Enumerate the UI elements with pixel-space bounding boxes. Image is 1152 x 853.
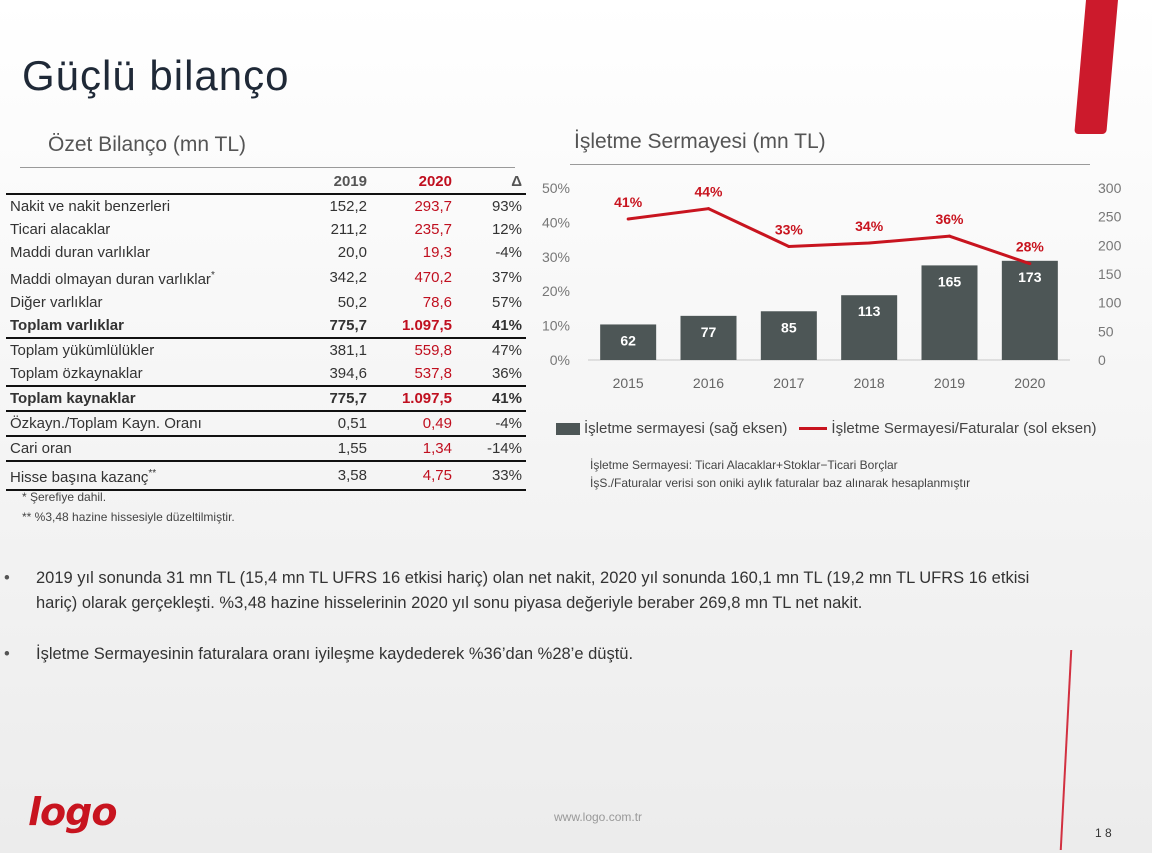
cell-2019-text: 0,51 xyxy=(337,415,367,432)
balance-header-row xyxy=(6,170,526,194)
row-label-text: Maddi olmayan duran varlıklar xyxy=(10,271,211,288)
right-tick-label: 300 xyxy=(1098,180,1122,196)
table-row xyxy=(6,338,526,362)
table-row xyxy=(6,291,526,314)
footnote-marker: * xyxy=(210,270,215,281)
cell-2019-text: 1,55 xyxy=(337,440,367,457)
cell-2019 xyxy=(286,338,371,362)
table-row xyxy=(6,461,526,490)
category-label: 2016 xyxy=(692,375,725,391)
cell-delta xyxy=(456,362,526,386)
cell-delta xyxy=(456,218,526,241)
row-label xyxy=(6,338,286,362)
cell-2019-text: 381,1 xyxy=(329,342,367,359)
line-point xyxy=(707,207,710,210)
cell-delta xyxy=(456,264,526,291)
cell-delta xyxy=(456,411,526,436)
cell-2019-text: 50,2 xyxy=(337,294,367,311)
line-point xyxy=(627,217,630,220)
cell-2019-text: 342,2 xyxy=(329,269,367,286)
header-label xyxy=(6,170,286,194)
right-tick-label: 250 xyxy=(1098,208,1122,225)
bullet-item xyxy=(0,642,1070,667)
left-tick-label: 30% xyxy=(541,248,570,265)
chart-legend xyxy=(556,420,1097,437)
bar-value-label: 85 xyxy=(781,319,797,336)
table-row xyxy=(6,362,526,386)
cell-2020 xyxy=(371,314,456,338)
cell-delta-text: -4% xyxy=(495,244,522,261)
balance-note-2: ** %3,48 hazine hissesiyle düzeltilmiştir. xyxy=(22,510,235,524)
table-row xyxy=(6,436,526,461)
cell-2020-text: 537,8 xyxy=(414,365,452,382)
right-tick-label: 0 xyxy=(1098,352,1106,368)
page-title: Güçlü bilanço xyxy=(22,52,290,99)
cell-delta-text: 93% xyxy=(491,198,522,215)
row-label xyxy=(6,411,286,436)
row-label xyxy=(6,362,286,386)
cell-2019 xyxy=(286,194,371,218)
cell-2019-text: 3,58 xyxy=(337,467,367,484)
bar-value-label: 62 xyxy=(620,332,636,349)
cell-2020-text: 4,75 xyxy=(422,467,452,484)
line-value-label: 33% xyxy=(774,221,803,238)
row-label xyxy=(6,218,286,241)
row-label-text: Toplam kaynaklar xyxy=(10,390,136,407)
cell-2020-text: 1.097,5 xyxy=(401,317,452,334)
line-point xyxy=(787,245,790,248)
ratio-line xyxy=(628,209,1030,264)
row-label xyxy=(6,291,286,314)
cell-2019 xyxy=(286,291,371,314)
legend-line-swatch xyxy=(799,427,827,430)
cell-2020 xyxy=(371,436,456,461)
chart-heading-rule xyxy=(570,164,1090,165)
left-tick-label: 40% xyxy=(541,214,570,231)
cell-delta xyxy=(456,194,526,218)
bullet-list xyxy=(0,566,1070,693)
bullet-dot: • xyxy=(4,569,10,587)
row-label-text: Hisse başına kazanç xyxy=(10,469,149,486)
category-label: 2017 xyxy=(773,375,805,391)
cell-delta-text: -14% xyxy=(486,440,522,457)
row-label-text: Diğer varlıklar xyxy=(10,294,103,311)
cell-delta-text: 37% xyxy=(491,269,522,286)
row-label-text: Cari oran xyxy=(10,440,72,457)
table-row xyxy=(6,194,526,218)
row-label xyxy=(6,314,286,338)
bullet-dot: • xyxy=(4,645,10,663)
right-tick-label: 100 xyxy=(1098,294,1122,311)
cell-delta xyxy=(456,461,526,490)
row-label xyxy=(6,461,286,490)
cell-2020 xyxy=(371,291,456,314)
line-point xyxy=(868,242,871,245)
cell-2020-text: 293,7 xyxy=(414,198,452,215)
cell-2019 xyxy=(286,218,371,241)
category-label: 2020 xyxy=(1014,375,1046,391)
cell-delta xyxy=(456,338,526,362)
bar-value-label: 113 xyxy=(857,303,881,320)
page-number: 1 8 xyxy=(1095,826,1112,840)
footer-url: www.logo.com.tr xyxy=(554,810,643,824)
header-2020: 2020 xyxy=(371,170,456,194)
legend-bar-label: İşletme sermayesi (sağ eksen) xyxy=(584,420,788,437)
table-row xyxy=(6,218,526,241)
left-tick-label: 20% xyxy=(541,283,570,300)
category-label: 2015 xyxy=(612,375,644,391)
bar-value-label: 77 xyxy=(700,323,717,340)
left-tick-label: 10% xyxy=(541,317,570,334)
cell-2020-text: 470,2 xyxy=(414,269,452,286)
table-row xyxy=(6,241,526,264)
cell-2019-text: 20,0 xyxy=(337,244,367,261)
footnote-marker: ** xyxy=(148,468,157,479)
bullet-text: 2019 yıl sonunda 31 mn TL (15,4 mn TL UFRS 16 etkisi hariç) olan net nakit, 2020 yıl sonunda 160,1 mn TL (19,2 mn TL UFRS 16 etkisi hariç) olarak gerçekleşti. %3,48 hazine hisselerinin 2020 yıl sonu piyasa değeriyle beraber 269,8 mn TL net nakit. xyxy=(36,569,1030,612)
cell-2019 xyxy=(286,314,371,338)
row-label-text: Maddi duran varlıklar xyxy=(10,244,151,261)
cell-2019 xyxy=(286,241,371,264)
chart-heading: İşletme Sermayesi (mn TL) xyxy=(574,130,826,153)
cell-delta xyxy=(456,241,526,264)
cell-2020-text: 78,6 xyxy=(422,294,452,311)
cell-delta xyxy=(456,291,526,314)
header-delta: Δ xyxy=(456,170,526,194)
bullet-text: İşletme Sermayesinin faturalara oranı iyileşme kaydederek %36’dan %28’e düştü. xyxy=(36,645,634,663)
cell-delta xyxy=(456,314,526,338)
cell-2020-text: 19,3 xyxy=(422,244,452,261)
line-point xyxy=(948,235,951,238)
line-value-label: 28% xyxy=(1015,238,1044,255)
cell-2020 xyxy=(371,241,456,264)
legend-line-label: İşletme Sermayesi/Faturalar (sol eksen) xyxy=(831,420,1097,437)
cell-2019 xyxy=(286,461,371,490)
row-label xyxy=(6,241,286,264)
cell-2020-text: 1,34 xyxy=(422,440,452,457)
right-tick-label: 150 xyxy=(1098,266,1122,282)
row-label xyxy=(6,386,286,411)
row-label-text: Toplam yükümlülükler xyxy=(10,342,155,359)
left-tick-label: 50% xyxy=(541,180,570,196)
cell-delta xyxy=(456,386,526,411)
balance-heading-rule xyxy=(20,167,515,168)
row-label xyxy=(6,194,286,218)
cell-2019-text: 394,6 xyxy=(329,365,367,382)
cell-2020-text: 1.097,5 xyxy=(401,390,452,407)
bullet-item xyxy=(0,566,1070,616)
cell-2019-text: 775,7 xyxy=(329,390,367,407)
cell-2020-text: 559,8 xyxy=(414,342,452,359)
balance-table xyxy=(6,170,526,491)
logo: logo xyxy=(28,790,117,834)
category-label: 2019 xyxy=(933,375,966,391)
cell-delta-text: 47% xyxy=(491,342,522,359)
row-label xyxy=(6,436,286,461)
cell-delta xyxy=(456,436,526,461)
balance-heading: Özet Bilanço (mn TL) xyxy=(48,133,247,156)
cell-delta-text: 57% xyxy=(491,294,522,311)
line-point xyxy=(1028,262,1031,265)
working-capital-chart xyxy=(530,175,1130,405)
right-tick-label: 50 xyxy=(1098,323,1114,340)
cell-delta-text: -4% xyxy=(495,415,522,432)
line-value-label: 36% xyxy=(935,211,964,228)
row-label-text: Ticari alacaklar xyxy=(10,221,111,238)
cell-2020 xyxy=(371,194,456,218)
cell-2020 xyxy=(371,218,456,241)
row-label xyxy=(6,264,286,291)
cell-2020 xyxy=(371,264,456,291)
cell-delta-text: 36% xyxy=(491,365,522,382)
row-label-text: Nakit ve nakit benzerleri xyxy=(10,198,171,215)
right-tick-label: 200 xyxy=(1098,237,1122,254)
table-row xyxy=(6,386,526,411)
row-label-text: Toplam varlıklar xyxy=(10,317,124,334)
cell-2020 xyxy=(371,362,456,386)
cell-2019 xyxy=(286,436,371,461)
cell-2019-text: 152,2 xyxy=(329,198,367,215)
line-value-label: 41% xyxy=(614,193,643,210)
left-tick-label: 0% xyxy=(549,352,570,368)
cell-2020 xyxy=(371,461,456,490)
cell-delta-text: 41% xyxy=(491,390,522,407)
chart-note-1: İşletme Sermayesi: Ticari Alacaklar+Stoklar−Ticari Borçlar xyxy=(590,458,898,472)
cell-2019 xyxy=(286,362,371,386)
cell-2020 xyxy=(371,386,456,411)
table-row xyxy=(6,411,526,436)
table-row xyxy=(6,264,526,291)
cell-2019 xyxy=(286,386,371,411)
bar-value-label: 173 xyxy=(1018,268,1042,285)
cell-2020-text: 0,49 xyxy=(422,415,452,432)
bar-value-label: 165 xyxy=(937,273,962,290)
balance-note-1: * Şerefiye dahil. xyxy=(22,490,107,504)
cell-delta-text: 33% xyxy=(491,467,522,484)
cell-2020 xyxy=(371,411,456,436)
cell-delta-text: 41% xyxy=(491,317,522,334)
line-value-label: 34% xyxy=(855,218,884,235)
cell-2019-text: 775,7 xyxy=(329,317,367,334)
legend-bar-swatch xyxy=(556,423,580,435)
header-2019: 2019 xyxy=(286,170,371,194)
row-label-text: Özkayn./Toplam Kayn. Oranı xyxy=(10,415,202,432)
cell-2019 xyxy=(286,411,371,436)
cell-delta-text: 12% xyxy=(491,221,522,238)
chart-note-2: İşS./Faturalar verisi son oniki aylık faturalar baz alınarak hesaplanmıştır xyxy=(590,476,971,490)
cell-2020-text: 235,7 xyxy=(414,221,452,238)
cell-2019-text: 211,2 xyxy=(330,221,367,238)
table-row xyxy=(6,314,526,338)
line-value-label: 44% xyxy=(694,183,723,200)
category-label: 2018 xyxy=(853,375,885,391)
cell-2019 xyxy=(286,264,371,291)
cell-2020 xyxy=(371,338,456,362)
row-label-text: Toplam özkaynaklar xyxy=(10,365,143,382)
